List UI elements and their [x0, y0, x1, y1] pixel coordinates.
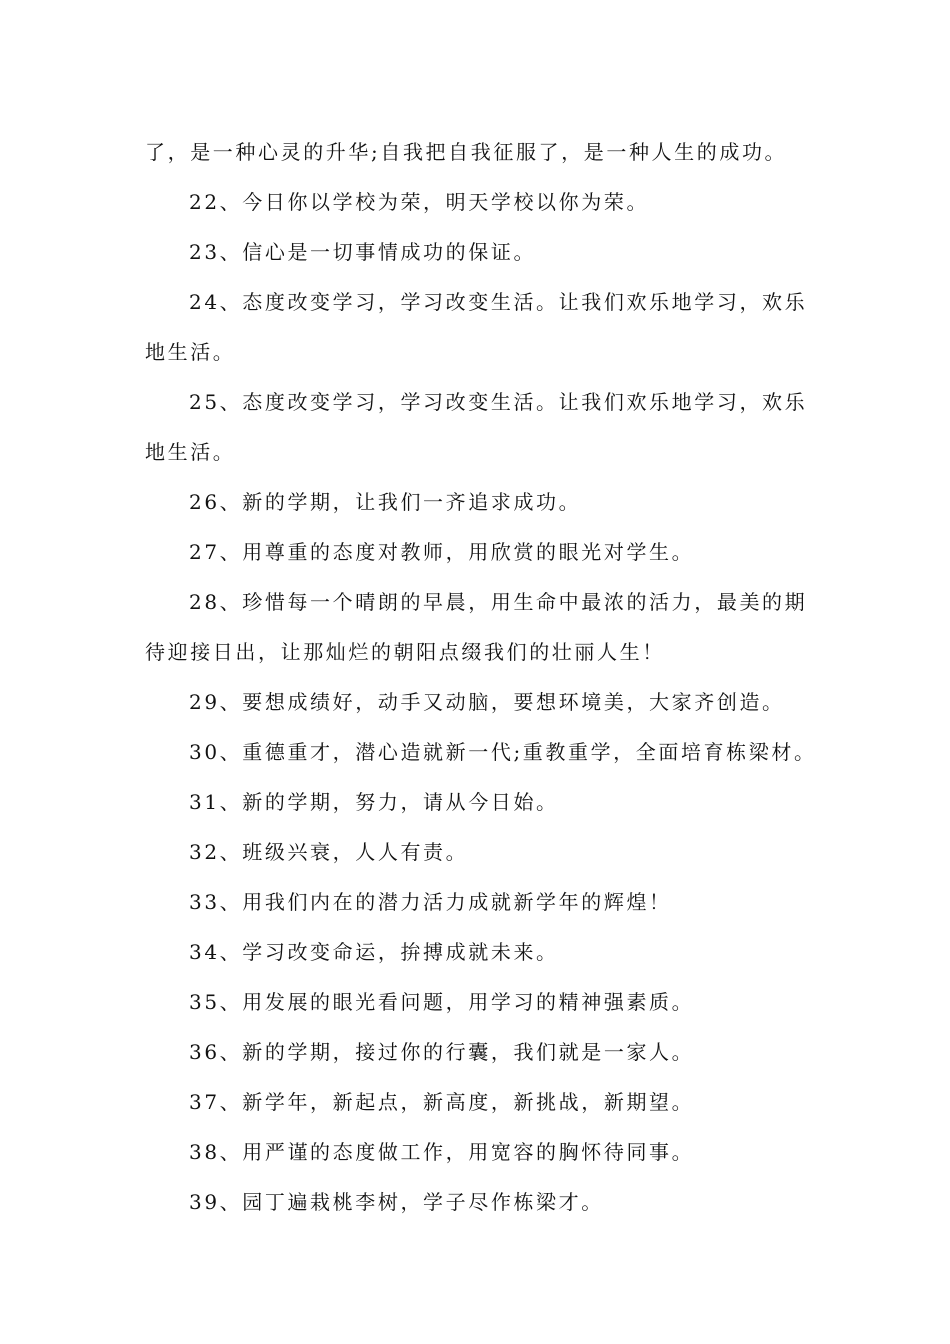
text-line: 36、新的学期，接过你的行囊，我们就是一家人。 [189, 1040, 695, 1064]
text-line: 22、今日你以学校为荣，明天学校以你为荣。 [189, 190, 650, 214]
document-body [145, 127, 815, 1227]
text-line: 34、学习改变命运，拚搏成就未来。 [189, 940, 559, 964]
text-line: 24、态度改变学习，学习改变生活。让我们欢乐地学习，欢乐 [189, 290, 808, 314]
text-line: 31、新的学期，努力，请从今日始。 [189, 790, 559, 814]
text-line: 37、新学年，新起点，新高度，新挑战，新期望。 [189, 1090, 695, 1114]
text-line: 32、班级兴衰，人人有责。 [189, 840, 469, 864]
text-line: 29、要想成绩好，动手又动脑，要想环境美，大家齐创造。 [189, 690, 785, 714]
text-line: 地生活。 [145, 340, 236, 364]
text-line: 地生活。 [145, 440, 236, 464]
text-line: 30、重德重才，潜心造就新一代;重教重学，全面培育栋梁材。 [189, 740, 817, 764]
text-line: 38、用严谨的态度做工作，用宽容的胸怀待同事。 [189, 1140, 695, 1164]
text-line: 23、信心是一切事情成功的保证。 [189, 240, 537, 264]
text-line: 39、园丁遍栽桃李树，学子尽作栋梁才。 [189, 1190, 604, 1214]
text-line: 28、珍惜每一个晴朗的早晨，用生命中最浓的活力，最美的期 [189, 590, 808, 614]
text-line: 待迎接日出，让那灿烂的朝阳点缀我们的壮丽人生！ [145, 640, 665, 664]
text-line: 25、态度改变学习，学习改变生活。让我们欢乐地学习，欢乐 [189, 390, 808, 414]
text-line: 26、新的学期，让我们一齐追求成功。 [189, 490, 582, 514]
text-line: 35、用发展的眼光看问题，用学习的精神强素质。 [189, 990, 695, 1014]
text-line: 了，是一种心灵的升华;自我把自我征服了，是一种人生的成功。 [145, 140, 788, 164]
text-line: 33、用我们内在的潜力活力成就新学年的辉煌！ [189, 890, 672, 914]
text-line: 27、用尊重的态度对教师，用欣赏的眼光对学生。 [189, 540, 695, 564]
